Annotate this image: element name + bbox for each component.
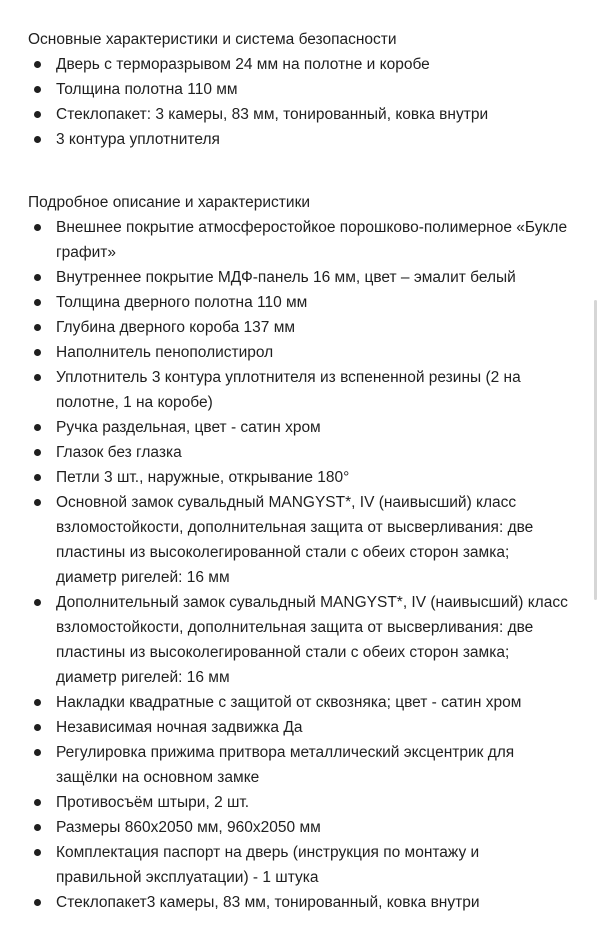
list-item: Внутреннее покрытие МДФ-панель 16 мм, цвет – эмалит белый bbox=[28, 265, 568, 290]
list-item: Толщина дверного полотна 110 мм bbox=[28, 290, 568, 315]
bullet-icon bbox=[34, 849, 41, 856]
list-item: Размеры 860x2050 мм, 960x2050 мм bbox=[28, 815, 568, 840]
bullet-icon bbox=[34, 724, 41, 731]
list-item: Стеклопакет3 камеры, 83 мм, тонированный, ковка внутри bbox=[28, 890, 568, 915]
bullet-icon bbox=[34, 799, 41, 806]
list-item: Противосъём штыри, 2 шт. bbox=[28, 790, 568, 815]
list-item: Глазок без глазка bbox=[28, 440, 568, 465]
list-item: Основной замок сувальдный MANGYST*, IV (наивысший) класс взломостойкости, дополнительная защита от высверливания: две пластины из высоколегированной стали с обеих сторон замка; диаметр ригелей: 16 мм bbox=[28, 490, 568, 590]
bullet-icon bbox=[34, 299, 41, 306]
bullet-icon bbox=[34, 449, 41, 456]
bullet-icon bbox=[34, 61, 41, 68]
bullet-icon bbox=[34, 599, 41, 606]
bullet-icon bbox=[34, 899, 41, 906]
bullet-icon bbox=[34, 136, 41, 143]
bullet-icon bbox=[34, 324, 41, 331]
detailed-specs-list bbox=[28, 215, 568, 915]
product-description bbox=[28, 27, 568, 915]
list-item: Глубина дверного короба 137 мм bbox=[28, 315, 568, 340]
list-item: Толщина полотна 110 мм bbox=[28, 77, 568, 102]
bullet-icon bbox=[34, 699, 41, 706]
bullet-icon bbox=[34, 274, 41, 281]
list-item: Ручка раздельная, цвет - сатин хром bbox=[28, 415, 568, 440]
section-spacer bbox=[28, 152, 568, 190]
list-item: Дверь с терморазрывом 24 мм на полотне и коробе bbox=[28, 52, 568, 77]
bullet-icon bbox=[34, 111, 41, 118]
bullet-icon bbox=[34, 499, 41, 506]
bullet-icon bbox=[34, 374, 41, 381]
list-item: Комплектация паспорт на дверь (инструкция по монтажу и правильной эксплуатации) - 1 штука bbox=[28, 840, 568, 890]
list-item: 3 контура уплотнителя bbox=[28, 127, 568, 152]
bullet-icon bbox=[34, 349, 41, 356]
scrollbar-thumb[interactable] bbox=[594, 300, 597, 600]
bullet-icon bbox=[34, 824, 41, 831]
main-features-list bbox=[28, 52, 568, 152]
bullet-icon bbox=[34, 749, 41, 756]
list-item: Регулировка прижима притвора металлический эксцентрик для защёлки на основном замке bbox=[28, 740, 568, 790]
bullet-icon bbox=[34, 224, 41, 231]
bullet-icon bbox=[34, 86, 41, 93]
list-item: Уплотнитель 3 контура уплотнителя из вспененной резины (2 на полотне, 1 на коробе) bbox=[28, 365, 568, 415]
section-title-main-features: Основные характеристики и система безопасности bbox=[28, 31, 397, 48]
list-item: Накладки квадратные с защитой от сквозняка; цвет - сатин хром bbox=[28, 690, 568, 715]
list-item: Дополнительный замок сувальдный MANGYST*, IV (наивысший) класс взломостойкости, дополнительная защита от высверливания: две пластины из высоколегированной стали с обеих сторон замка; диаметр ригелей: 16 мм bbox=[28, 590, 568, 690]
bullet-icon bbox=[34, 474, 41, 481]
bullet-icon bbox=[34, 424, 41, 431]
list-item: Независимая ночная задвижка Да bbox=[28, 715, 568, 740]
list-item: Наполнитель пенополистирол bbox=[28, 340, 568, 365]
section-title-detailed-specs: Подробное описание и характеристики bbox=[28, 194, 311, 211]
list-item: Внешнее покрытие атмосферостойкое порошково-полимерное «Букле графит» bbox=[28, 215, 568, 265]
list-item: Стеклопакет: 3 камеры, 83 мм, тонированный, ковка внутри bbox=[28, 102, 568, 127]
list-item: Петли 3 шт., наружные, открывание 180° bbox=[28, 465, 568, 490]
